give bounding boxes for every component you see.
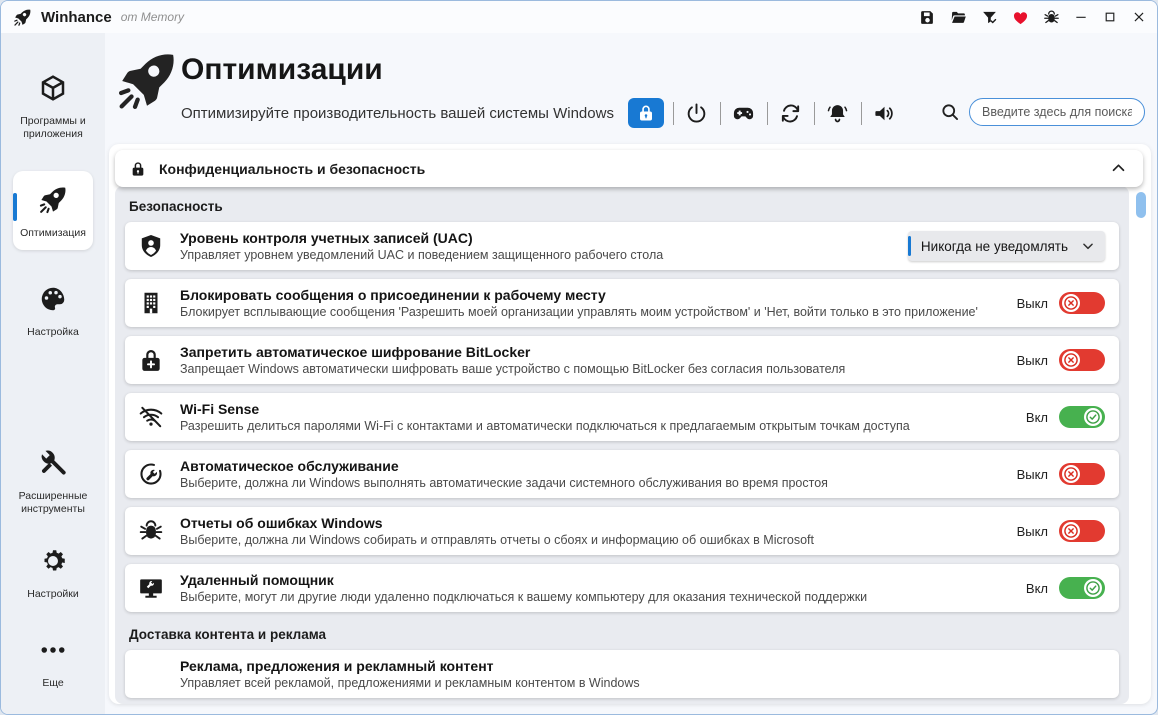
divider — [673, 102, 674, 125]
vertical-scrollbar-thumb[interactable] — [1136, 192, 1146, 218]
wifi-sense-toggle[interactable] — [1059, 406, 1105, 428]
app-logo-rocket-icon — [13, 8, 32, 27]
gear-icon — [38, 546, 68, 581]
maximize-button[interactable] — [1102, 9, 1118, 25]
filter-check-icon[interactable] — [980, 8, 998, 26]
setting-row-wifi-sense — [125, 393, 1119, 441]
group-label-content-delivery: Доставка контента и реклама — [129, 627, 327, 642]
toggle-state-label: Выкл — [1016, 466, 1048, 482]
setting-row-ads — [125, 650, 1119, 698]
chevron-up-icon[interactable] — [1110, 160, 1127, 177]
page-header — [105, 33, 1157, 145]
dropdown-selected-value: Никогда не уведомлять — [920, 238, 1068, 254]
open-folder-icon[interactable] — [949, 8, 967, 26]
close-button[interactable] — [1131, 9, 1147, 25]
x-circle-icon — [1062, 351, 1080, 369]
setting-title: Блокировать сообщения о присоединении к рабочему месту — [180, 286, 606, 303]
check-circle-icon — [1084, 408, 1102, 426]
setting-title: Уровень контроля учетных записей (UAC) — [180, 229, 473, 246]
page-subtitle: Оптимизируйте производительность вашей системы Windows — [181, 104, 614, 122]
settings-list — [115, 186, 1129, 704]
app-title: Winhance — [41, 8, 112, 26]
uac-level-dropdown[interactable] — [908, 231, 1105, 261]
setting-row-remote-assistance — [125, 564, 1119, 612]
x-circle-icon — [1062, 294, 1080, 312]
sidebar-item-label: Еще — [42, 676, 64, 689]
minimize-button[interactable] — [1073, 9, 1089, 25]
tools-icon — [38, 448, 68, 483]
x-circle-icon — [1062, 522, 1080, 540]
sidebar-item-label: Оптимизация — [20, 227, 86, 240]
setting-row-error-reporting — [125, 507, 1119, 555]
favorite-heart-icon[interactable] — [1011, 8, 1029, 26]
remote-assistance-toggle[interactable] — [1059, 577, 1105, 599]
content-panel — [109, 144, 1151, 704]
sidebar — [1, 33, 105, 714]
ellipsis-icon — [38, 635, 68, 670]
setting-row-bitlocker — [125, 336, 1119, 384]
setting-description: Выберите, должна ли Windows собирать и отправлять отчеты о сбоях и информацию об ошибках в Microsoft — [180, 533, 814, 548]
section-title: Конфиденциальность и безопасность — [159, 160, 426, 177]
sidebar-item-more[interactable] — [5, 635, 101, 690]
search-icon — [940, 102, 960, 122]
auto-maintenance-toggle[interactable] — [1059, 463, 1105, 485]
save-icon[interactable] — [918, 8, 936, 26]
sidebar-item-settings[interactable] — [5, 546, 101, 601]
bell-icon[interactable] — [824, 99, 852, 127]
app-subtitle: om Memory — [120, 10, 185, 24]
refresh-icon[interactable] — [777, 99, 805, 127]
speaker-icon[interactable] — [871, 99, 899, 127]
divider — [814, 102, 815, 125]
remote-assist-icon — [138, 575, 164, 601]
setting-description: Разрешить делиться паролями Wi-Fi с контактами и автоматически подключаться к предлагаемым открытым точкам доступа — [180, 419, 910, 434]
divider — [861, 102, 862, 125]
error-reporting-toggle[interactable] — [1059, 520, 1105, 542]
search-input[interactable] — [969, 98, 1145, 126]
spacer — [138, 661, 164, 687]
wifi-off-icon — [138, 404, 164, 430]
sidebar-item-label: Расширенные инструменты — [18, 489, 88, 515]
divider — [720, 102, 721, 125]
sidebar-item-advanced-tools[interactable] — [5, 448, 101, 516]
setting-row-uac — [125, 222, 1119, 270]
setting-row-auto-maintenance — [125, 450, 1119, 498]
bug-icon — [138, 518, 164, 544]
setting-row-workplace-messages — [125, 279, 1119, 327]
section-privacy-security[interactable] — [115, 150, 1143, 187]
setting-title: Запретить автоматическое шифрование BitLocker — [180, 343, 531, 360]
sidebar-item-customization[interactable] — [5, 284, 101, 339]
sidebar-item-label: Программы и приложения — [20, 115, 86, 141]
x-circle-icon — [1062, 465, 1080, 483]
toggle-state-label: Вкл — [1025, 580, 1048, 596]
toggle-state-label: Выкл — [1016, 352, 1048, 368]
page-title: Оптимизации — [181, 53, 383, 86]
palette-icon — [38, 284, 68, 319]
building-icon — [138, 290, 164, 316]
setting-title: Автоматическое обслуживание — [180, 457, 399, 474]
search-area — [940, 95, 1145, 129]
gamepad-icon[interactable] — [730, 99, 758, 127]
setting-title: Wi-Fi Sense — [180, 400, 260, 417]
setting-title: Реклама, предложения и рекламный контент — [180, 657, 494, 674]
check-circle-icon — [1084, 579, 1102, 597]
packages-icon — [38, 73, 68, 108]
group-label-security: Безопасность — [129, 199, 223, 214]
sidebar-item-label: Настройки — [27, 587, 79, 600]
titlebar — [1, 1, 1157, 33]
shield-user-icon — [138, 233, 164, 259]
bug-report-icon[interactable] — [1042, 8, 1060, 26]
maintenance-icon — [138, 461, 164, 487]
titlebar-actions — [918, 8, 1147, 26]
lock-icon[interactable] — [628, 98, 664, 128]
sidebar-item-label: Настройка — [27, 326, 79, 339]
setting-description: Выберите, должна ли Windows выполнять автоматические задачи системного обслуживания во время простоя — [180, 476, 828, 491]
rocket-hero-icon — [115, 49, 179, 113]
lock-icon — [130, 161, 146, 177]
power-icon[interactable] — [683, 99, 711, 127]
setting-title: Удаленный помощник — [180, 571, 334, 588]
setting-description: Запрещает Windows автоматически шифровать ваше устройство с помощью BitLocker без согласия пользователя — [180, 362, 846, 377]
divider — [767, 102, 768, 125]
page-subtitle-row — [181, 96, 899, 130]
chevron-down-icon — [1081, 239, 1095, 253]
setting-description: Выберите, могут ли другие люди удаленно подключаться к вашему компьютеру для оказания технической поддержки — [180, 590, 868, 605]
bitlocker-toggle[interactable] — [1059, 349, 1105, 371]
setting-title: Отчеты об ошибках Windows — [180, 514, 383, 531]
toggle-state-label: Вкл — [1025, 409, 1048, 425]
workplace-messages-toggle[interactable] — [1059, 292, 1105, 314]
lock-plus-icon — [138, 347, 164, 373]
setting-description: Блокирует всплывающие сообщения 'Разрешить моей организации управлять моим устройством' и 'Нет, войти только в это приложение' — [180, 305, 978, 320]
sidebar-item-optimization[interactable] — [13, 171, 93, 250]
setting-description: Управляет уровнем уведомлений UAC и поведением защищенного рабочего стола — [180, 248, 664, 263]
toggle-state-label: Выкл — [1016, 523, 1048, 539]
toggle-state-label: Выкл — [1016, 295, 1048, 311]
setting-description: Управляет всей рекламой, предложениями и рекламным контентом в Windows — [180, 676, 640, 691]
rocket-icon — [38, 185, 68, 220]
sidebar-item-programs[interactable] — [5, 73, 101, 141]
